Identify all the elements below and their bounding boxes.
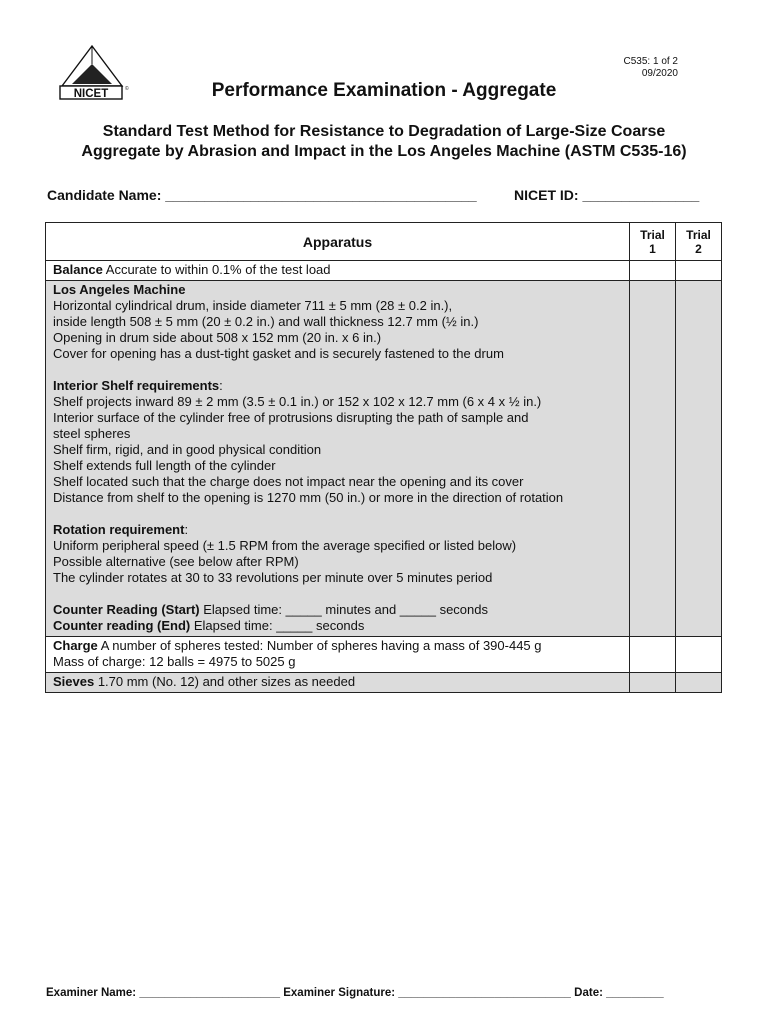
- sieves-trial-1-checkbox[interactable]: [630, 673, 676, 693]
- charge-title: Charge: [53, 638, 98, 653]
- candidate-name-field[interactable]: Candidate Name: ________________________________________: [47, 187, 477, 203]
- shelf-line: Shelf projects inward 89 ± 2 mm (3.5 ± 0.1 in.) or 152 x 102 x 12.7 mm (6 x 4 x ½ in.): [53, 394, 542, 409]
- counter-start-title: Counter Reading (Start): [53, 602, 200, 617]
- sieves-trial-2-checkbox[interactable]: [676, 673, 722, 693]
- examiner-footer: [46, 987, 736, 999]
- charge-trial-2-checkbox[interactable]: [676, 637, 722, 673]
- apparatus-table: [45, 222, 722, 693]
- trial-2-header: Trial 2: [676, 223, 722, 261]
- doc-ref-date: 09/2020: [641, 68, 678, 79]
- sieves-text: 1.70 mm (No. 12) and other sizes as needed: [94, 674, 356, 689]
- counter-end-title: Counter reading (End): [53, 618, 191, 633]
- la-machine-line: Cover for opening has a dust-tight gasket and is securely fastened to the drum: [53, 346, 504, 361]
- doc-ref-page: C535: 1 of 2: [623, 56, 678, 67]
- shelf-line: Distance from shelf to the opening is 1270 mm (50 in.) or more in the direction of rotation: [53, 490, 564, 505]
- balance-title: Balance: [53, 262, 103, 277]
- la-machine-line: inside length 508 ± 5 mm (20 ± 0.2 in.) and wall thickness 12.7 mm (½ in.): [53, 314, 479, 329]
- rotation-line: Uniform peripheral speed (± 1.5 RPM from the average specified or listed below): [53, 538, 517, 553]
- shelf-line: Shelf extends full length of the cylinder: [53, 458, 276, 473]
- examiner-signature-field[interactable]: Examiner Signature: ___________________________: [283, 987, 571, 999]
- balance-trial-1-checkbox[interactable]: [630, 261, 676, 281]
- sieves-description: [46, 673, 630, 693]
- rotation-line: Possible alternative (see below after RPM): [53, 554, 299, 569]
- la-machine-description: Los Angeles Machine Horizontal cylindrical drum, inside diameter 711 ± 5 mm (28 ± 0.2 in.), inside length 508 ± 5 mm (20 ± 0.2 in.) and wall thickness 12.7 mm (½ in.) Opening in drum side about 508 x 152 mm (20 in. x 6 in.) Cover for opening has a dust-tight gasket and is securely fastened to the drum Interior Shelf requirements: Shelf projects inward 89 ± 2 mm (3.5 ± 0.1 in.) or 152 x 102 x 12.7 mm (6 x 4 x ½ in.) Interior surface of the cylinder free of protrusions disrupting the path of sample and steel spheres Shelf firm, rigid, and in good physical condition Shelf extends full length of the cylinder Shelf located such that the charge does not impact near the opening and its cover Distance from shelf to the opening is 1270 mm (50 in.) or more in the direction of rotation Rotation requirement: Uniform peripheral speed (± 1.5 RPM from the average specified or listed below) Possible alternative (see below after RPM) The cylinder rotates at 30 to 33 revolutions per minute over 5 minutes period Counter Reading (Start) Elapsed time: _____ minutes and _____ seconds Counter reading (End) Elapsed time: _____ seconds: [46, 281, 630, 637]
- subtitle-line-2: Aggregate by Abrasion and Impact in the Los Angeles Machine (ASTM C535-16): [81, 143, 687, 160]
- la-machine-line: Opening in drum side about 508 x 152 mm (20 in. x 6 in.): [53, 330, 382, 345]
- sieves-title: Sieves: [53, 674, 95, 689]
- shelf-line: steel spheres: [53, 426, 131, 441]
- la-machine-trial-2-checkbox[interactable]: [676, 281, 722, 637]
- subtitle-line-1: Standard Test Method for Resistance to Degradation of Large-Size Coarse: [102, 123, 666, 140]
- page-title: Performance Examination - Aggregate: [211, 80, 557, 101]
- rotation-requirement-title: Rotation requirement: [53, 522, 185, 537]
- balance-description: [46, 261, 630, 281]
- la-machine-trial-1-checkbox[interactable]: [630, 281, 676, 637]
- charge-mass-text: Mass of charge: 12 balls = 4975 to 5025 g: [53, 654, 296, 669]
- trial-1-header: Trial 1: [630, 223, 676, 261]
- counter-end-field[interactable]: Elapsed time: _____ seconds: [190, 618, 365, 633]
- rotation-line: The cylinder rotates at 30 to 33 revolutions per minute over 5 minutes period: [53, 570, 493, 585]
- logo-text: NICET: [73, 88, 109, 100]
- svg-text:©: ©: [125, 86, 129, 92]
- table-header-row: [46, 223, 722, 261]
- table-row-balance: [46, 261, 722, 281]
- nicet-id-field[interactable]: NICET ID: _______________: [514, 187, 700, 203]
- la-machine-title: Los Angeles Machine: [53, 282, 186, 297]
- charge-text: A number of spheres tested: Number of spheres having a mass of 390-445 g: [97, 638, 542, 653]
- table-row-los-angeles-machine: [46, 281, 722, 637]
- candidate-info-row: [47, 187, 727, 203]
- shelf-line: Interior surface of the cylinder free of protrusions disrupting the path of sample and: [53, 410, 529, 425]
- balance-trial-2-checkbox[interactable]: [676, 261, 722, 281]
- balance-text: Accurate to within 0.1% of the test load: [102, 262, 331, 277]
- examiner-name-field[interactable]: Examiner Name: ______________________: [46, 987, 281, 999]
- shelf-line: Shelf located such that the charge does not impact near the opening and its cover: [53, 474, 524, 489]
- table-row-charge: [46, 637, 722, 673]
- date-field[interactable]: Date: _________: [574, 987, 664, 999]
- apparatus-header: Apparatus: [46, 223, 630, 261]
- shelf-requirements-title: Interior Shelf requirements: [53, 378, 220, 393]
- shelf-line: Shelf firm, rigid, and in good physical condition: [53, 442, 322, 457]
- page-subtitle: [40, 122, 728, 162]
- table-row-sieves: [46, 673, 722, 693]
- document-reference: [624, 56, 678, 80]
- charge-trial-1-checkbox[interactable]: [630, 637, 676, 673]
- charge-description: [46, 637, 630, 673]
- la-machine-line: Horizontal cylindrical drum, inside diameter 711 ± 5 mm (28 ± 0.2 in.),: [53, 298, 453, 313]
- counter-start-field[interactable]: Elapsed time: _____ minutes and _____ seconds: [199, 602, 488, 617]
